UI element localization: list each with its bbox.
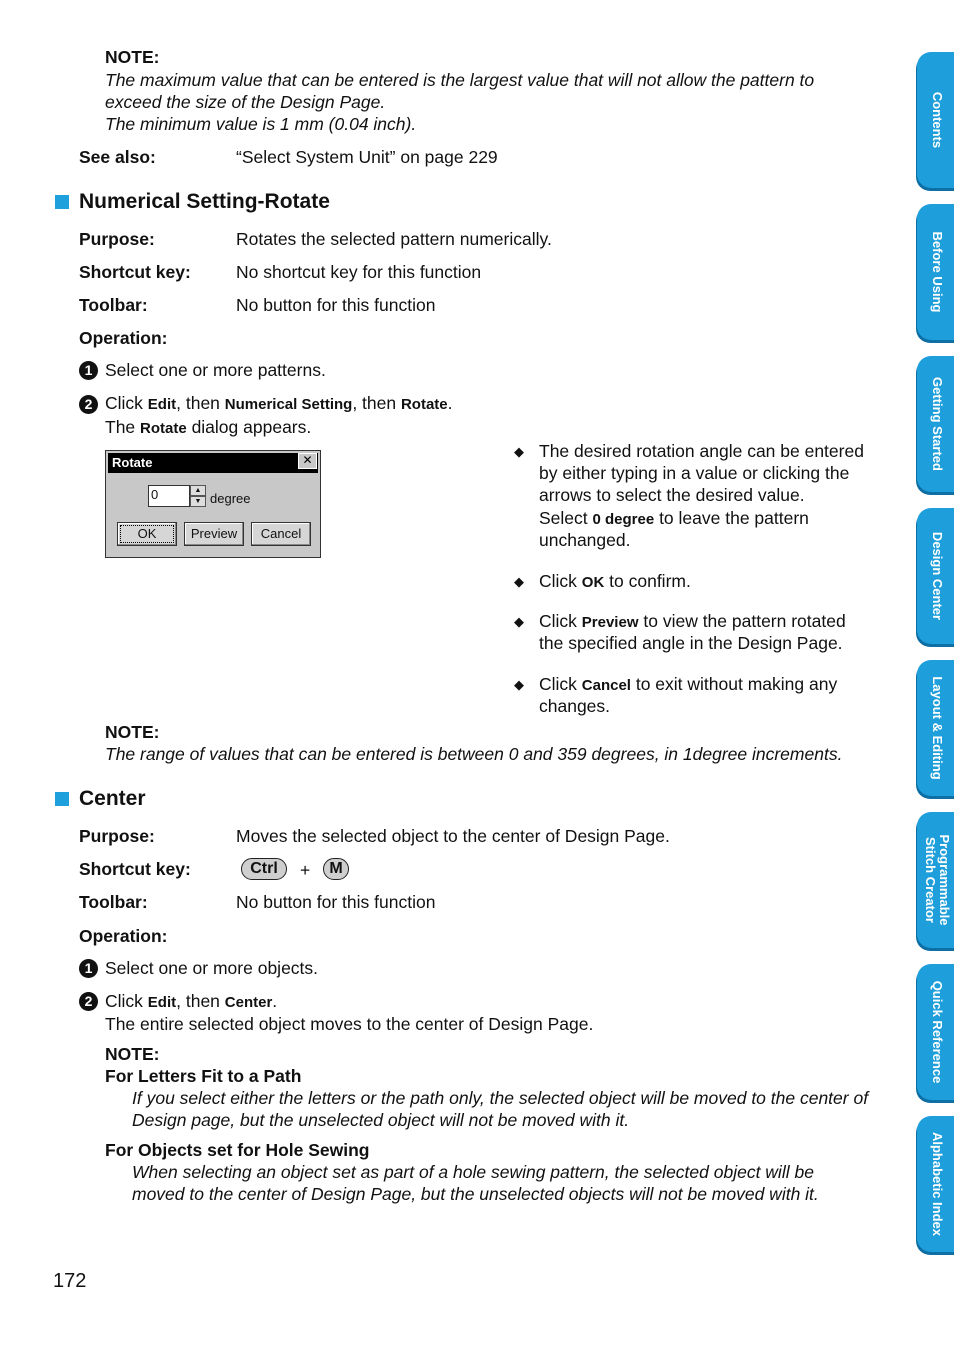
note-text: exceed the size of the Design Page.: [105, 92, 386, 112]
bullet-text: the specified angle in the Design Page.: [539, 633, 843, 653]
purpose-label: Purpose:: [79, 826, 155, 846]
dialog-title: Rotate: [108, 453, 318, 473]
shortcut-text: No shortcut key for this function: [236, 262, 482, 282]
note-text: When selecting an object set as part of a hole sewing pattern, the selected object will be: [132, 1162, 814, 1182]
step-number-icon: 2: [79, 395, 98, 414]
tab-design-center[interactable]: Design Center: [917, 508, 954, 644]
note-subheading: For Objects set for Hole Sewing: [105, 1140, 370, 1160]
step-number-icon: 2: [79, 992, 98, 1011]
section-square-icon: [55, 792, 69, 806]
bullet-text: Click Cancel to exit without making any: [539, 674, 838, 694]
bullet-text: arrows to select the desired value.: [539, 485, 805, 505]
section-heading: Numerical Setting-Rotate: [79, 190, 330, 213]
rotate-dialog: [105, 450, 321, 558]
section-heading: Center: [79, 787, 146, 810]
toolbar-label: Toolbar:: [79, 295, 148, 315]
see-also-label: See also:: [79, 147, 156, 167]
purpose-text: Rotates the selected pattern numerically.: [236, 229, 552, 249]
toolbar-text: No button for this function: [236, 892, 436, 912]
bullet-text: Click OK to confirm.: [539, 571, 691, 591]
m-key-icon: M: [323, 858, 349, 880]
section-square-icon: [55, 195, 69, 209]
note-label: NOTE:: [105, 722, 160, 742]
tab-before-using[interactable]: Before Using: [917, 204, 954, 340]
bullet-text: changes.: [539, 696, 611, 716]
ok-button[interactable]: OK: [117, 522, 177, 546]
spin-down-icon[interactable]: ▼: [190, 496, 206, 507]
note-label: NOTE:: [105, 1044, 160, 1064]
tab-alphabetic-index[interactable]: Alphabetic Index: [917, 1116, 954, 1252]
operation-label: Operation:: [79, 926, 168, 946]
bullet-text: unchanged.: [539, 530, 631, 550]
bullet-text: The desired rotation angle can be entered: [539, 441, 864, 461]
ctrl-key-icon: Ctrl: [241, 858, 287, 880]
bullet-text: Click Preview to view the pattern rotated: [539, 611, 846, 631]
purpose-text: Moves the selected object to the center of Design Page.: [236, 826, 670, 846]
spin-up-icon[interactable]: ▲: [190, 485, 206, 496]
step-number-icon: 1: [79, 361, 98, 380]
shortcut-label: Shortcut key:: [79, 859, 191, 879]
toolbar-label: Toolbar:: [79, 892, 148, 912]
note-subheading: For Letters Fit to a Path: [105, 1066, 302, 1086]
step-text: Select one or more patterns.: [105, 360, 326, 380]
close-icon[interactable]: ✕: [298, 453, 317, 469]
note-text: The maximum value that can be entered is the largest value that will not allow the pattern to: [105, 70, 815, 90]
note-text: moved to the center of Design Page, but the unselected objects will not be moved with it.: [132, 1184, 819, 1204]
see-also-link[interactable]: “Select System Unit” on page 229: [236, 147, 498, 167]
step-text: Click Edit, then Center.: [105, 991, 278, 1011]
note-text: Design page, but the unselected object will not be moved with it.: [132, 1110, 630, 1130]
note-label: NOTE:: [105, 47, 160, 67]
tab-contents[interactable]: Contents: [917, 52, 954, 188]
tab-getting-started[interactable]: Getting Started: [917, 356, 954, 492]
step-number-icon: 1: [79, 959, 98, 978]
diamond-bullet-icon: ◆: [514, 614, 524, 629]
step-text: The Rotate dialog appears.: [105, 417, 312, 437]
degree-unit-label: degree: [210, 491, 251, 506]
shortcut-label: Shortcut key:: [79, 262, 191, 282]
tab-quick-reference[interactable]: Quick Reference: [917, 964, 954, 1100]
note-text: The minimum value is 1 mm (0.04 inch).: [105, 114, 417, 134]
tab-layout-editing[interactable]: Layout & Editing: [917, 660, 954, 796]
bullet-text: by either typing in a value or clicking the: [539, 463, 850, 483]
step-text: Click Edit, then Numerical Setting, then Rotate.: [105, 393, 453, 413]
degree-input[interactable]: 0: [148, 485, 190, 507]
purpose-label: Purpose:: [79, 229, 155, 249]
note-text: If you select either the letters or the path only, the selected object will be moved to the center of: [132, 1088, 869, 1108]
page-number: 172: [53, 1270, 87, 1292]
step-text: The entire selected object moves to the center of Design Page.: [105, 1014, 594, 1034]
cancel-button[interactable]: Cancel: [251, 522, 311, 546]
diamond-bullet-icon: ◆: [514, 444, 524, 459]
tab-programmable-stitch-creator[interactable]: Programmable Stitch Creator: [917, 812, 954, 948]
preview-button[interactable]: Preview: [184, 522, 244, 546]
diamond-bullet-icon: ◆: [514, 574, 524, 589]
plus-sign: +: [300, 860, 311, 880]
note-text: The range of values that can be entered is between 0 and 359 degrees, in 1degree increments.: [105, 744, 843, 764]
step-text: Select one or more objects.: [105, 958, 319, 978]
bullet-text: Select 0 degree to leave the pattern: [539, 508, 809, 528]
diamond-bullet-icon: ◆: [514, 677, 524, 692]
operation-label: Operation:: [79, 328, 168, 348]
toolbar-text: No button for this function: [236, 295, 436, 315]
